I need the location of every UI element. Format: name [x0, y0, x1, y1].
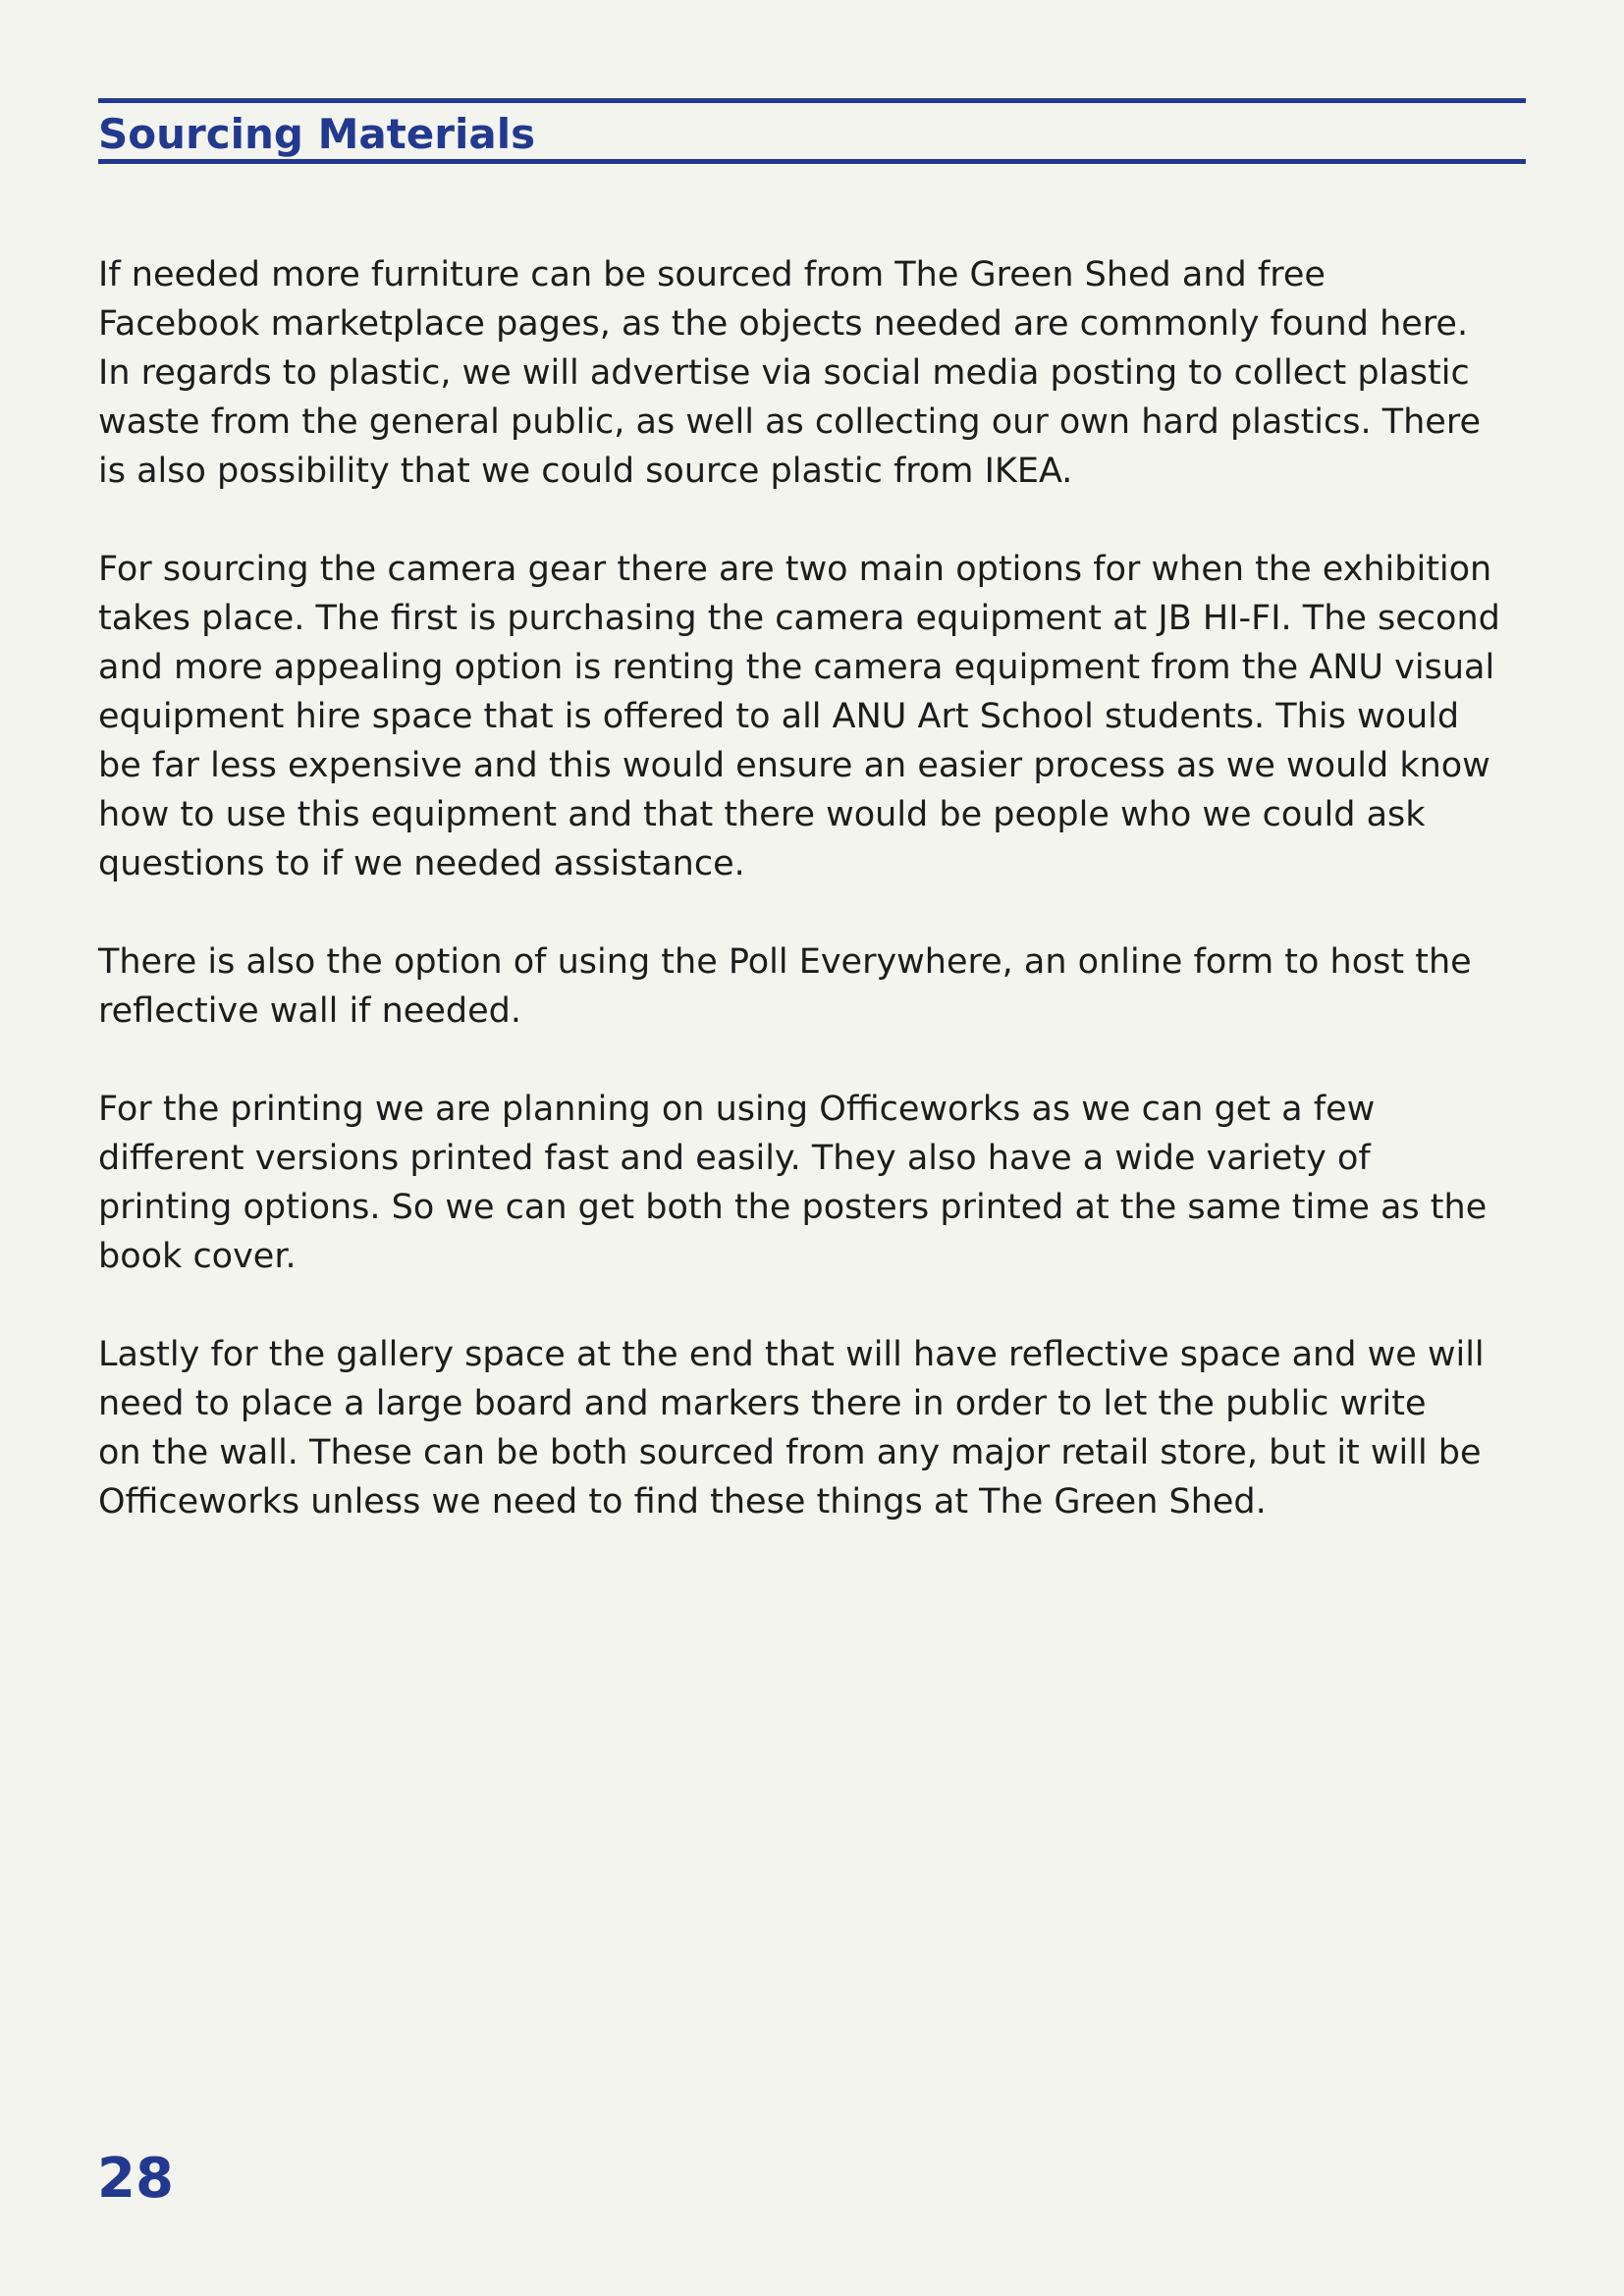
text-line: is also possibility that we could source plastic from IKEA. — [98, 452, 1073, 491]
text-line: reflective wall if needed. — [98, 991, 521, 1031]
text-line: There is also the option of using the Poll Everywhere, an online form to host the — [98, 942, 1472, 982]
paragraph-printing — [98, 1085, 1526, 1281]
text-line: equipment hire space that is offered to all ANU Art School students. This would — [98, 697, 1460, 736]
paragraph-sourcing-furniture — [98, 250, 1526, 496]
text-line: Facebook marketplace pages, as the objects needed are commonly found here. — [98, 304, 1469, 344]
text-line: For the printing we are planning on using Officeworks as we can get a few — [98, 1090, 1376, 1129]
paragraph-camera-gear — [98, 545, 1526, 888]
text-line: waste from the general public, as well as collecting our own hard plastics. There — [98, 402, 1481, 442]
text-line: For sourcing the camera gear there are two main options for when the exhibition — [98, 550, 1492, 589]
section-title: Sourcing Materials — [98, 110, 536, 158]
paragraph-gallery-space — [98, 1330, 1526, 1526]
text-line: Lastly for the gallery space at the end that will have reflective space and we will — [98, 1335, 1485, 1374]
text-line: how to use this equipment and that there would be people who we could ask — [98, 795, 1426, 834]
body-text — [98, 250, 1526, 1575]
text-line: on the wall. These can be both sourced from any major retail store, but it will be — [98, 1433, 1482, 1472]
paragraph-poll-everywhere — [98, 937, 1526, 1036]
page-number: 28 — [97, 2147, 174, 2211]
text-line: takes place. The first is purchasing the camera equipment at JB HI-FI. The second — [98, 599, 1500, 638]
text-line: need to place a large board and markers there in order to let the public write — [98, 1384, 1427, 1423]
text-line: and more appealing option is renting the camera equipment from the ANU visual — [98, 648, 1495, 687]
text-line: different versions printed fast and easily. They also have a wide variety of — [98, 1139, 1371, 1178]
text-line: Officeworks unless we need to find these things at The Green Shed. — [98, 1482, 1267, 1522]
section-header — [98, 98, 1526, 164]
text-line: questions to if we needed assistance. — [98, 844, 745, 883]
text-line: In regards to plastic, we will advertise via social media posting to collect plastic — [98, 353, 1470, 393]
text-line: printing options. So we can get both the posters printed at the same time as the — [98, 1188, 1488, 1227]
text-line: If needed more furniture can be sourced from The Green Shed and free — [98, 255, 1326, 294]
text-line: book cover. — [98, 1237, 297, 1276]
text-line: be far less expensive and this would ensure an easier process as we would know — [98, 746, 1490, 785]
